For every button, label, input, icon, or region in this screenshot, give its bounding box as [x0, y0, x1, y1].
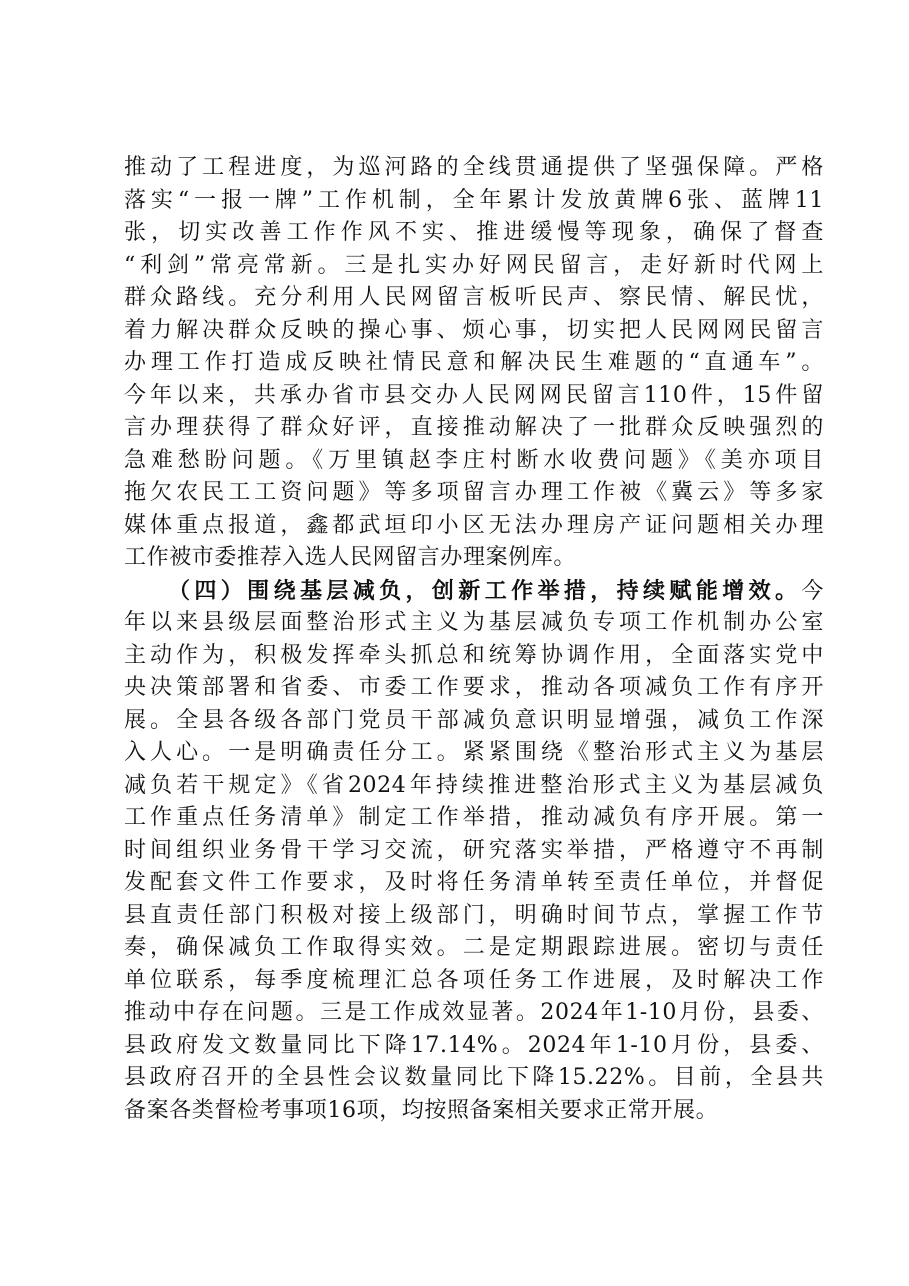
paragraph-line: 单位联系，每季度梳理汇总各项任务工作进展，及时解决工作	[124, 967, 824, 993]
paragraph-line: 县政府召开的全县性会议数量同比下降15.22%。目前，全县共	[124, 1065, 824, 1090]
paragraph-line: 县政府发文数量同比下降17.14%。2024年1-10月份，县委、	[124, 1032, 824, 1058]
paragraph-line: 发配套文件工作要求，及时将任务清单转至责任单位，并督促	[124, 870, 824, 895]
paragraph-line: 工作被市委推荐入选人民网留言办理案例库。	[124, 545, 577, 570]
paragraph-line: 群众路线。充分利用人民网留言板听民声、察民情、解民忧，	[124, 285, 824, 310]
paragraph-line: 拖欠农民工工资问题》等多项留言办理工作被《冀云》等多家	[124, 480, 824, 505]
paragraph-line: 言办理获得了群众好评，直接推动解决了一批群众反映强烈的	[124, 415, 824, 440]
section-heading: （四）围绕基层减负，创新工作举措，持续赋能增效。	[168, 577, 802, 604]
paragraph-1	[124, 152, 824, 575]
paragraph-line: 急难愁盼问题。《万里镇赵李庄村断水收费问题》《美亦项目	[124, 447, 824, 473]
paragraph-line: 推动了工程进度，为巡河路的全线贯通提供了坚强保障。严格	[124, 155, 824, 180]
paragraph-line: 主动作为，积极发挥牵头抓总和统筹协调作用，全面落实党中	[124, 642, 824, 668]
paragraph-line: 奏，确保减负工作取得实效。二是定期跟踪进展。密切与责任	[124, 935, 824, 960]
paragraph-line: 媒体重点报道，鑫都武垣印小区无法办理房产证问题相关办理	[124, 512, 824, 538]
section-heading-line	[124, 575, 824, 608]
paragraph-line: 入人心。一是明确责任分工。紧紧围绕《整治形式主义为基层	[124, 740, 824, 765]
document-body	[124, 152, 824, 1127]
heading-line-rest: 今	[801, 578, 824, 604]
paragraph-line: 年以来县级层面整治形式主义为基层减负专项工作机制办公室	[124, 610, 824, 635]
paragraph-line: 今年以来，共承办省市县交办人民网网民留言110件，15件留	[124, 382, 824, 408]
paragraph-line: “利剑”常亮常新。三是扎实办好网民留言，走好新时代网上	[124, 252, 824, 278]
paragraph-line: 推动中存在问题。三是工作成效显著。2024年1-10月份，县委、	[124, 1000, 824, 1025]
paragraph-line: 落实“一报一牌”工作机制，全年累计发放黄牌6张、蓝牌11	[124, 187, 824, 213]
paragraph-line: 工作重点任务清单》制定工作举措，推动减负有序开展。第一	[124, 805, 824, 830]
paragraph-line: 时间组织业务骨干学习交流，研究落实举措，严格遵守不再制	[124, 837, 824, 863]
paragraph-line: 备案各类督检考事项16项，均按照备案相关要求正常开展。	[124, 1097, 719, 1123]
paragraph-line: 央决策部署和省委、市委工作要求，推动各项减负工作有序开	[124, 675, 824, 700]
paragraph-2	[124, 575, 824, 1128]
paragraph-line: 减负若干规定》《省2024年持续推进整治形式主义为基层减负	[124, 772, 824, 798]
paragraph-line: 着力解决群众反映的操心事、烦心事，切实把人民网网民留言	[124, 317, 824, 343]
paragraph-line: 办理工作打造成反映社情民意和解决民生难题的“直通车”。	[124, 350, 824, 375]
paragraph-line: 县直责任部门积极对接上级部门，明确时间节点，掌握工作节	[124, 902, 824, 928]
paragraph-line: 展。全县各级各部门党员干部减负意识明显增强，减负工作深	[124, 707, 824, 733]
paragraph-line: 张，切实改善工作作风不实、推进缓慢等现象，确保了督查	[124, 220, 824, 245]
